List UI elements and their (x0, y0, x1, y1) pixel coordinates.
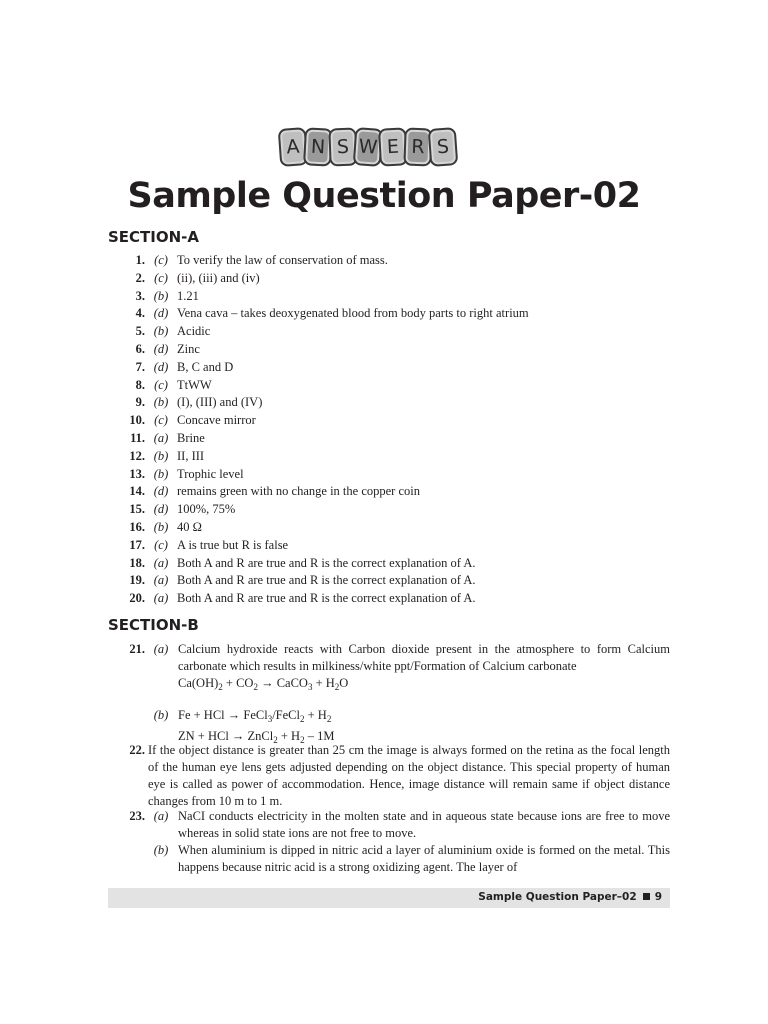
equation-segment: + H (277, 729, 301, 743)
option-letter: (b) (153, 395, 169, 410)
option-letter: (a) (153, 573, 169, 588)
equation-subscript: 2 (253, 682, 258, 692)
option-letter: (c) (154, 270, 168, 285)
question-number: 5. (135, 324, 145, 339)
question-number: 6. (135, 341, 145, 356)
answer-row (108, 288, 668, 306)
question-number: 2. (135, 270, 145, 285)
answer-text: To verify the law of conservation of mass. (177, 253, 388, 267)
question-number: 10. (129, 413, 145, 428)
answer-text: (I), (III) and (IV) (177, 395, 263, 410)
section-a-answer-list (108, 252, 668, 608)
option-letter: (d) (153, 341, 169, 356)
answer-row (108, 572, 668, 590)
answer-row (108, 466, 668, 484)
equation-subscript: 2 (334, 682, 340, 692)
answer-text: Zinc (177, 341, 200, 356)
option-letter: (a) (153, 430, 169, 445)
option-letter: (b) (153, 466, 169, 481)
equation-segment: + CO (222, 676, 254, 690)
answer-text: 40 Ω (177, 519, 202, 534)
answer-text: (ii), (iii) and (iv) (177, 270, 260, 285)
answer-row (108, 394, 668, 412)
option-letter: (d) (153, 502, 169, 517)
option-letter: (a) (153, 555, 169, 570)
equation-segment: + H (312, 676, 335, 690)
page-number: 9 (654, 891, 662, 903)
question-number: 11. (130, 430, 145, 445)
page-footer (478, 891, 662, 903)
answer-text: If the object distance is greater than 25 cm the image is always formed on the retina as the focal length of the human eye lens gets adjusted depending on the object distance. This special property of human eye is called as power of accommodation. Hence, image distance will remain same if object distance changes from 10 m to 1 m. (148, 743, 670, 808)
answer-row (108, 448, 668, 466)
question-number: 17. (129, 537, 145, 552)
question-number: 15. (129, 502, 145, 517)
answer-row (108, 270, 668, 288)
logo-letter-tile: R (403, 128, 432, 167)
option-letter: (c) (154, 537, 168, 552)
answer-row (108, 323, 668, 341)
question-23 (108, 808, 670, 842)
answer-text: Both A and R are true and R is the correct explanation of A. (177, 555, 476, 570)
answer-text: Concave mirror (177, 413, 256, 428)
answer-row (108, 555, 668, 573)
answer-text: Both A and R are true and R is the correct explanation of A. (177, 573, 476, 588)
answers-logo (279, 128, 454, 166)
option-letter: (b) (153, 843, 169, 857)
answer-text: remains green with no change in the copper coin (177, 484, 420, 499)
option-letter: (d) (153, 484, 169, 499)
answer-row (108, 590, 668, 608)
question-number: 21. (129, 642, 145, 656)
answer-row (108, 483, 668, 501)
chemical-equation (178, 675, 670, 696)
option-letter: (d) (153, 306, 169, 321)
option-letter: (c) (154, 253, 168, 267)
answer-row (108, 252, 668, 270)
equation-subscript: 3 (307, 682, 313, 692)
option-letter: (a) (153, 809, 169, 823)
section-a-heading: SECTION-A (108, 228, 200, 246)
footer-bar (108, 888, 670, 908)
answer-row (108, 412, 668, 430)
equation-segment: Fe + HCl → FeCl (178, 708, 268, 722)
equation-segment: – 1M (304, 729, 335, 743)
question-number: 22. (129, 743, 145, 757)
logo-letter-tile: W (353, 127, 384, 167)
question-number: 4. (135, 306, 145, 321)
option-letter: (c) (154, 377, 168, 392)
answer-text: NaCI conducts electricity in the molten state and in aqueous state because ions are free to move whereas in solid state ions are not free to move. (178, 809, 670, 840)
equation-subscript: 3 (267, 714, 273, 724)
answer-text: Brine (177, 430, 205, 445)
question-number: 19. (129, 573, 145, 588)
logo-letter-tile: A (278, 127, 309, 167)
chemical-equation (178, 707, 670, 728)
option-letter: (b) (153, 519, 169, 534)
option-letter: (b) (153, 324, 169, 339)
answer-text: Trophic level (177, 466, 244, 481)
option-letter: (d) (153, 359, 169, 374)
equation-subscript: 2 (300, 735, 305, 745)
question-number: 9. (135, 395, 145, 410)
option-letter: (b) (153, 708, 169, 722)
answer-row (108, 341, 668, 359)
question-number: 18. (129, 555, 145, 570)
equation-segment: → CaCO (257, 676, 308, 690)
question-number: 13. (129, 466, 145, 481)
option-letter: (c) (154, 413, 168, 428)
answer-text: When aluminium is dipped in nitric acid a layer of aluminium oxide is formed on the metal. This happens because nitric acid is a strong oxidizing agent. The layer of (178, 843, 670, 874)
answer-text: II, III (177, 448, 205, 463)
question-number: 8. (135, 377, 145, 392)
equation-segment: /FeCl (272, 708, 300, 722)
question-23-part-b (108, 842, 670, 876)
answer-row (108, 519, 668, 537)
answer-text: 1.21 (177, 288, 199, 303)
option-letter: (b) (153, 288, 169, 303)
option-letter: (a) (153, 642, 169, 656)
answer-row (108, 501, 668, 519)
answer-text: Calcium hydroxide reacts with Carbon dioxide present in the atmosphere to form Calcium carbonate which results in milkiness/white ppt/Formation of Calcium carbonate (178, 642, 670, 673)
answer-text: TtWW (177, 377, 212, 392)
answer-row (108, 305, 668, 323)
page-title: Sample Question Paper-02 (127, 176, 641, 216)
equation-subscript: 2 (326, 714, 332, 724)
question-number: 3. (135, 288, 145, 303)
answer-row (108, 377, 668, 395)
answer-text: B, C and D (177, 359, 234, 374)
question-number: 20. (129, 591, 145, 606)
equation-subscript: 2 (273, 735, 278, 745)
answer-text: A is true but R is false (177, 537, 289, 552)
answer-row (108, 537, 668, 555)
answer-text: Vena cava – takes deoxygenated blood from body parts to right atrium (177, 306, 529, 321)
square-bullet-icon (643, 893, 650, 900)
logo-letter-tile: E (378, 127, 408, 166)
logo-letter-tile: N (303, 127, 333, 166)
question-22 (108, 742, 670, 810)
logo-letter-tile: S (328, 128, 357, 167)
answer-row (108, 359, 668, 377)
question-number: 1. (135, 253, 145, 267)
question-number: 7. (135, 359, 145, 374)
equation-subscript: 2 (218, 682, 223, 692)
equation-segment: Ca(OH) (178, 676, 219, 690)
answer-text: Both A and R are true and R is the correct explanation of A. (177, 591, 476, 606)
equation-segment: ZN + HCl → ZnCl (178, 729, 274, 743)
question-number: 16. (129, 519, 145, 534)
equation-segment: + H (304, 708, 327, 722)
logo-letter-tile: S (428, 127, 459, 167)
question-21 (108, 641, 670, 696)
section-b-heading: SECTION-B (108, 616, 199, 634)
option-letter: (a) (153, 591, 169, 606)
question-number: 14. (129, 484, 145, 499)
equation-subscript: 2 (300, 714, 305, 724)
question-number: 12. (129, 448, 145, 463)
answer-text: Acidic (177, 324, 211, 339)
option-letter: (b) (153, 448, 169, 463)
equation-segment: O (339, 676, 349, 690)
question-number: 23. (129, 809, 145, 823)
answer-text: 100%, 75% (177, 502, 236, 517)
footer-label: Sample Question Paper–02 (478, 891, 637, 903)
answer-row (108, 430, 668, 448)
